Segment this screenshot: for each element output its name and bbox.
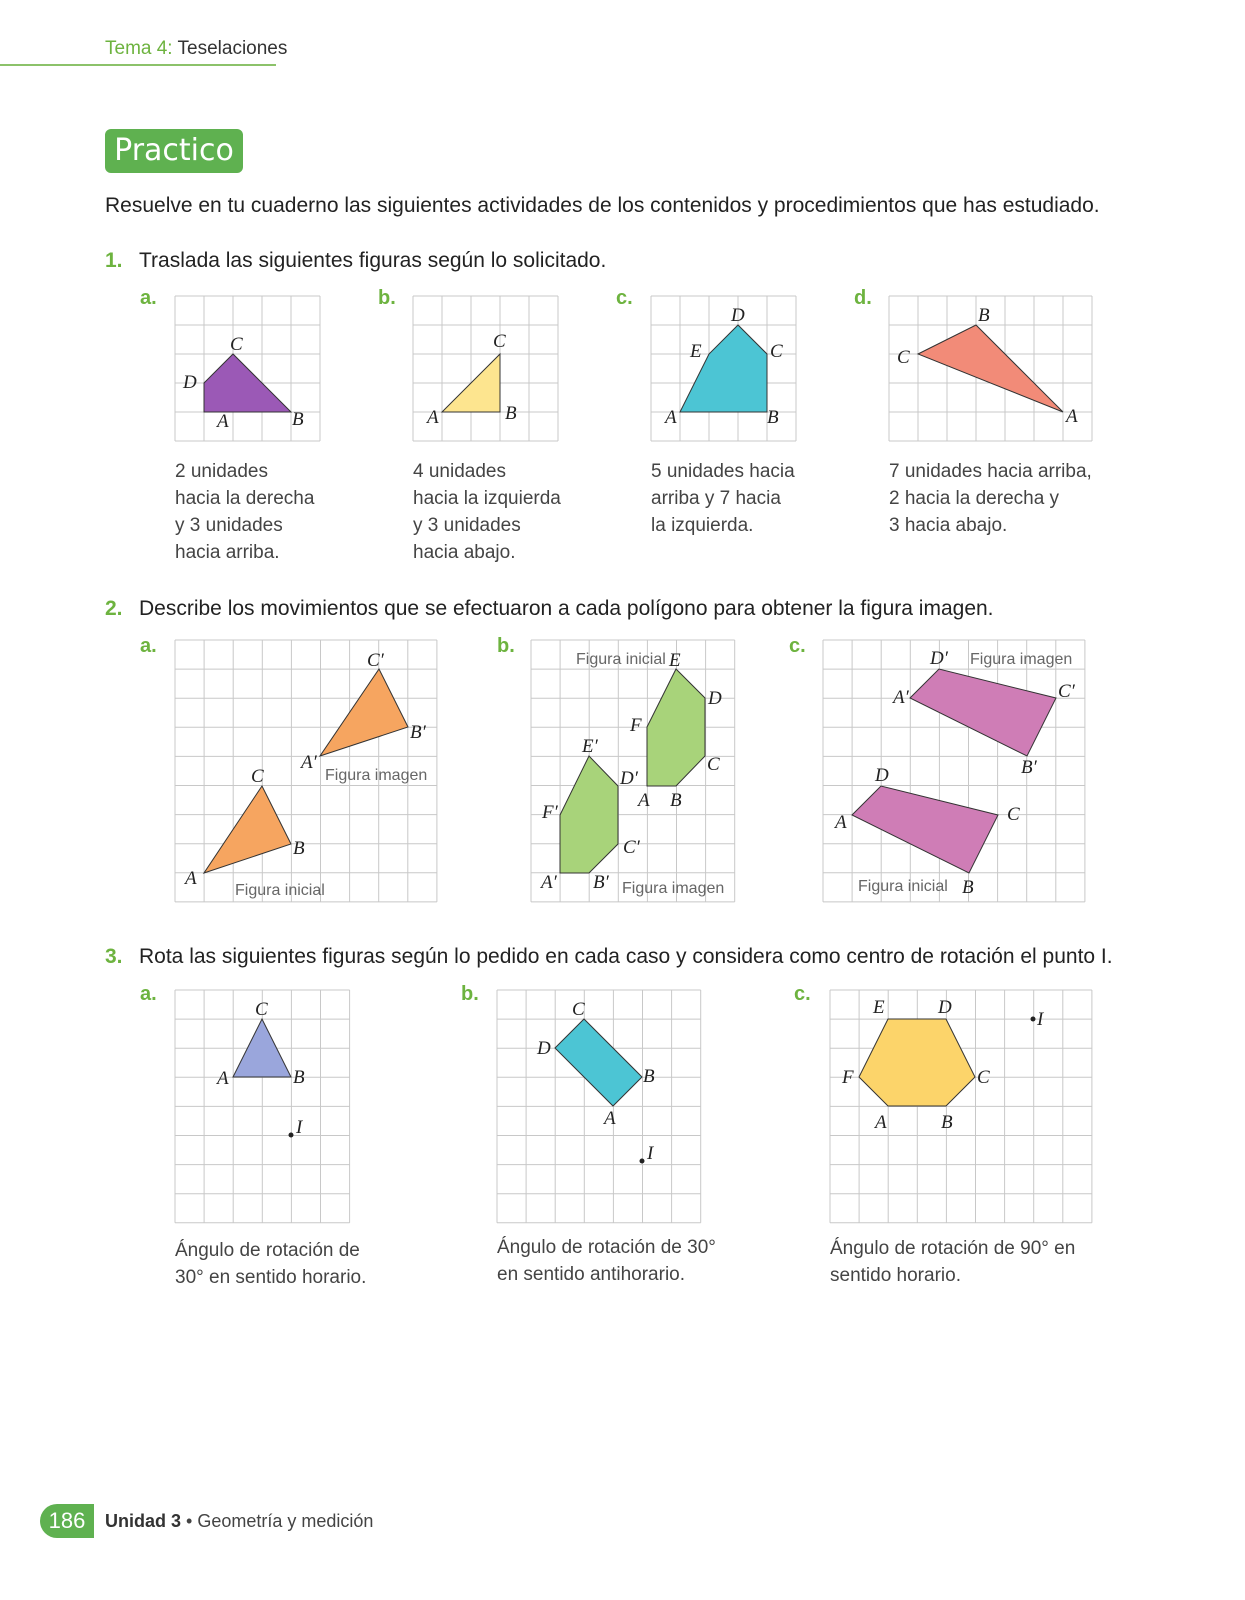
vertex-label-c: C	[770, 341, 783, 362]
vertex-label-f: F	[630, 715, 642, 736]
figura-inicial-label: Figura inicial	[235, 882, 325, 899]
question-2-number: 2.	[105, 597, 123, 620]
vertex-label-c: C	[897, 347, 910, 368]
hexagon-initial	[647, 669, 705, 786]
vertex-label-d: D	[938, 997, 952, 1018]
vertex-label-c: C	[251, 766, 264, 787]
vertex-label-a: A	[604, 1108, 616, 1129]
point-label-i: I	[296, 1117, 303, 1138]
vertex-label-d-prime: D′	[930, 648, 948, 669]
q1-a-caption	[175, 458, 314, 566]
quadrilateral-initial	[852, 786, 998, 873]
vertex-label-a: A	[1066, 406, 1078, 427]
q3-a-figure	[175, 990, 351, 1223]
vertex-label-d-prime: D′	[620, 768, 638, 789]
caption-line: Ángulo de rotación de	[175, 1240, 360, 1261]
q3-a-letter: a.	[140, 983, 157, 1005]
practico-badge: Practico	[105, 129, 243, 173]
question-1	[105, 249, 606, 273]
q3-b-caption	[497, 1234, 716, 1288]
question-3-number: 3.	[105, 945, 123, 968]
page-number: 186	[40, 1504, 94, 1538]
intro-text: Resuelve en tu cuaderno las siguientes actividades de los contenidos y procedimientos que has estudiado.	[105, 194, 1100, 217]
vertex-label-b: B	[767, 407, 779, 428]
vertex-label-b: B	[505, 403, 517, 424]
rotation-center-point	[289, 1133, 294, 1138]
vertex-label-b-prime: B′	[593, 872, 609, 893]
grid	[497, 990, 701, 1223]
figura-imagen-label: Figura imagen	[970, 651, 1073, 668]
figura-imagen-label: Figura imagen	[325, 767, 428, 784]
caption-line: en sentido antihorario.	[497, 1264, 686, 1285]
polygon-abcde	[680, 325, 767, 412]
vertex-label-c: C	[572, 999, 585, 1020]
triangle-abc-image	[320, 669, 408, 756]
triangle-abc-initial	[204, 786, 291, 873]
vertex-label-a: A	[638, 790, 650, 811]
caption-line: 2 hacia la derecha y	[889, 488, 1060, 509]
vertex-label-a: A	[875, 1112, 887, 1133]
vertex-label-a-prime: A′	[541, 872, 557, 893]
question-2-text: Describe los movimientos que se efectuaron a cada polígono para obtener la figura imagen.	[139, 597, 994, 620]
question-3	[105, 945, 1113, 969]
vertex-label-b: B	[941, 1112, 953, 1133]
caption-line: Ángulo de rotación de 30°	[497, 1237, 716, 1258]
vertex-label-b: B	[293, 1067, 305, 1088]
caption-line: y 3 unidades	[413, 515, 521, 536]
vertex-label-a: A	[665, 407, 677, 428]
footer-unit-name: Unidad 3	[105, 1511, 182, 1531]
q1-d-caption	[889, 458, 1092, 539]
rotation-center-point	[1031, 1017, 1036, 1022]
caption-line: 4 unidades	[413, 461, 506, 482]
vertex-label-a: A	[427, 407, 439, 428]
vertex-label-c: C	[977, 1067, 990, 1088]
q1-c-caption	[651, 458, 795, 539]
q1-b-figure	[413, 296, 559, 442]
q2-b-figure	[531, 640, 735, 902]
caption-line: hacia arriba.	[175, 542, 280, 563]
vertex-label-b: B	[962, 877, 974, 898]
caption-line: 3 hacia abajo.	[889, 515, 1008, 536]
header-rule	[0, 64, 276, 66]
point-label-i: I	[647, 1143, 654, 1164]
vertex-label-c: C	[707, 754, 720, 775]
q3-c-figure	[830, 990, 1092, 1223]
vertex-label-d: D	[708, 688, 722, 709]
rectangle-abcd	[555, 1019, 642, 1106]
question-2	[105, 597, 994, 621]
vertex-label-c-prime: C′	[623, 837, 640, 858]
header-tema: Tema 4:	[105, 38, 173, 59]
vertex-label-a-prime: A′	[893, 687, 909, 708]
grid	[830, 990, 1092, 1223]
vertex-label-b: B	[670, 790, 682, 811]
vertex-label-e: E	[669, 650, 681, 671]
vertex-label-a: A	[185, 868, 197, 889]
caption-line: arriba y 7 hacia	[651, 488, 781, 509]
caption-line: hacia abajo.	[413, 542, 516, 563]
q1-b-letter: b.	[378, 287, 396, 309]
question-3-text: Rota las siguientes figuras según lo pedido en cada caso y considera como centro de rotación el punto I.	[139, 945, 1113, 968]
header-title: Teselaciones	[177, 38, 288, 59]
q1-d-letter: d.	[854, 287, 872, 309]
figura-inicial-label: Figura inicial	[576, 651, 666, 668]
footer-subject: • Geometría y medición	[186, 1511, 374, 1531]
caption-line: y 3 unidades	[175, 515, 283, 536]
q3-c-caption	[830, 1235, 1075, 1289]
vertex-label-a-prime: A′	[301, 752, 317, 773]
figura-imagen-label: Figura imagen	[622, 880, 725, 897]
vertex-label-c: C	[1007, 804, 1020, 825]
vertex-label-a: A	[217, 1068, 229, 1089]
triangle-abc	[918, 325, 1063, 412]
caption-line: 2 unidades	[175, 461, 268, 482]
q1-c-figure	[651, 296, 797, 442]
vertex-label-f: F	[842, 1067, 854, 1088]
q3-a-caption	[175, 1237, 366, 1291]
question-1-number: 1.	[105, 249, 123, 272]
caption-line: Ángulo de rotación de 90° en	[830, 1238, 1076, 1259]
question-1-text: Traslada las siguientes figuras según lo solicitado.	[139, 249, 607, 272]
caption-line: 5 unidades hacia	[651, 461, 795, 482]
hexagon-abcdef	[859, 1019, 975, 1106]
q1-a-letter: a.	[140, 287, 157, 309]
page-header	[105, 38, 287, 60]
vertex-label-c: C	[493, 331, 506, 352]
vertex-label-f-prime: F′	[542, 802, 558, 823]
caption-line: hacia la derecha	[175, 488, 315, 509]
vertex-label-b-prime: B′	[410, 722, 426, 743]
quadrilateral-image	[910, 669, 1056, 756]
figura-inicial-label: Figura inicial	[858, 878, 948, 895]
hexagon-image	[560, 756, 618, 873]
q3-b-figure	[497, 990, 701, 1223]
q1-c-letter: c.	[616, 287, 633, 309]
caption-line: hacia la izquierda	[413, 488, 561, 509]
q2-a-figure	[175, 640, 437, 902]
vertex-label-d: D	[537, 1038, 551, 1059]
q1-b-caption	[413, 458, 561, 566]
vertex-label-c: C	[255, 999, 268, 1020]
caption-line: la izquierda.	[651, 515, 754, 536]
vertex-label-b: B	[643, 1066, 655, 1087]
vertex-label-e: E	[690, 341, 702, 362]
vertex-label-b: B	[292, 409, 304, 430]
vertex-label-b: B	[293, 838, 305, 859]
footer-unit	[105, 1511, 373, 1532]
q2-c-figure	[823, 640, 1085, 902]
q2-b-letter: b.	[497, 635, 515, 657]
point-label-i: I	[1037, 1009, 1044, 1030]
vertex-label-b: B	[978, 305, 990, 326]
q1-d-figure	[889, 296, 1093, 442]
vertex-label-e: E	[873, 997, 885, 1018]
caption-line: 30° en sentido horario.	[175, 1267, 367, 1288]
vertex-label-c-prime: C′	[367, 650, 384, 671]
q3-b-letter: b.	[461, 983, 479, 1005]
vertex-label-e-prime: E′	[582, 736, 598, 757]
vertex-label-d: D	[731, 305, 745, 326]
vertex-label-c: C	[230, 334, 243, 355]
vertex-label-b-prime: B′	[1021, 757, 1037, 778]
q2-a-letter: a.	[140, 635, 157, 657]
caption-line: 7 unidades hacia arriba,	[889, 461, 1092, 482]
q3-c-letter: c.	[794, 983, 811, 1005]
caption-line: sentido horario.	[830, 1265, 961, 1286]
vertex-label-a: A	[217, 411, 229, 432]
vertex-label-a: A	[835, 812, 847, 833]
vertex-label-d: D	[183, 372, 197, 393]
q2-c-letter: c.	[789, 635, 806, 657]
rotation-center-point	[640, 1159, 645, 1164]
q1-a-figure	[175, 296, 321, 442]
vertex-label-c-prime: C′	[1058, 681, 1075, 702]
vertex-label-d: D	[875, 765, 889, 786]
